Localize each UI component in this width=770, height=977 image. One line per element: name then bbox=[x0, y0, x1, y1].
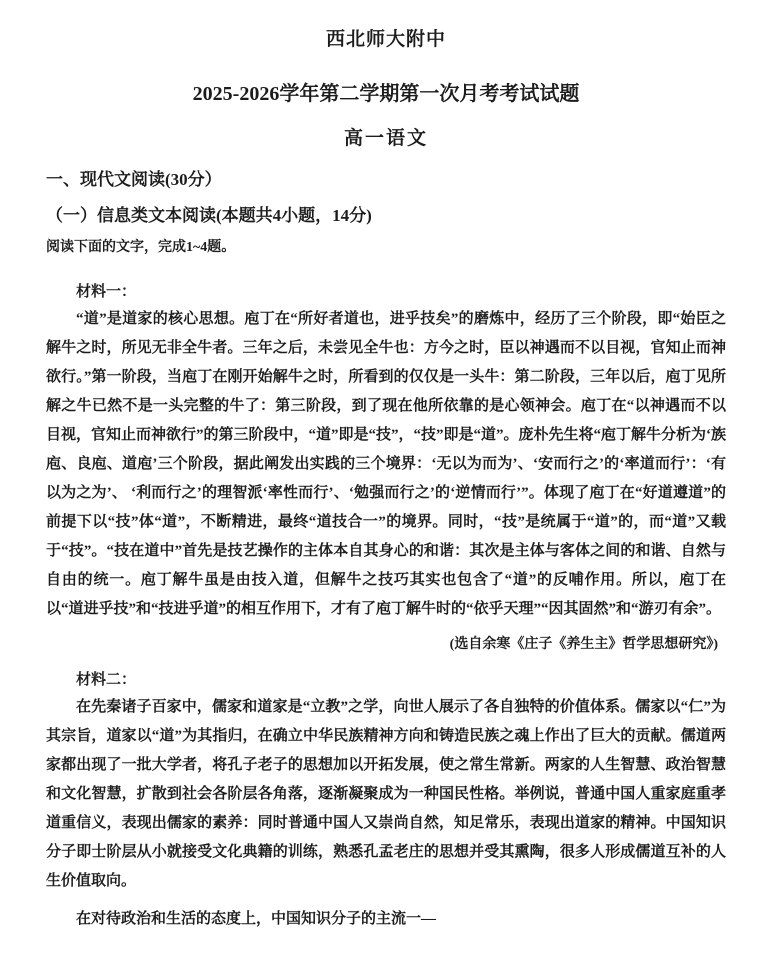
subject-title: 高一语文 bbox=[343, 128, 428, 149]
material-two-paragraph-one: 在先秦诸子百家中，儒家和道家是“立教”之学，向世人展示了各自独特的价值体系。儒家以“仁”为其宗旨，道家以“道”为其指归，在确立中华民族精神方向和铸造民族之魂上作出了巨大的贡献。儒道两家都出现了一批大学者，将孔子老子的思想加以开拓发展，使之常生常新。两家的人生智慧、政治智慧和文化智慧，扩散到社会各阶层各角落，逐渐凝聚成为一种国民性格。举例说，普通中国人重家庭重孝道重信义，表现出儒家的素养：同时普通中国人又崇尚自然，知足常乐，表现出道家的精神。中国知识分子即士阶层从小就接受文化典籍的训练，熟悉孔孟老庄的思想并受其熏陶，很多人形成儒道互补的人生价值取向。 bbox=[46, 699, 726, 889]
school-name-title: 西北师大附中 bbox=[325, 29, 446, 50]
subsection-heading-informational-reading: （一）信息类文本阅读(本题共4小题，14分) bbox=[46, 206, 372, 225]
material-two-paragraph-two: 在对待政治和生活的态度上，中国知识分子的主流一— bbox=[76, 911, 437, 927]
section-heading-modern-reading: 一、现代文阅读(30分） bbox=[46, 170, 222, 189]
material-two-label: 材料二： bbox=[76, 672, 137, 688]
material-one-label: 材料一： bbox=[76, 284, 137, 300]
material-one-paragraph: “道”是道家的核心思想。庖丁在“所好者道也，进乎技矣”的磨炼中，经历了三个阶段，即“始臣之解牛之时，所见无非全牛者。三年之后，未尝见全牛也：方今之时，臣以神遇而不以目视，官知止而神欲行。”第一阶段，当庖丁在刚开始解牛之时，所看到的仅仅是一头牛：第二阶段，三年以后，庖丁见所解之牛已然不是一头完整的牛了：第三阶段，到了现在他所依靠的是心领神会。庖丁在“以神遇而不以目视，官知止而神欲行”的第三阶段中，“道”即是“技”，“技”即是“道”。庞朴先生将“庖丁解牛分析为‘族庖、良庖、道庖’三个阶段，据此阐发出实践的三个境界：‘无以为而为’、‘安而行之’的‘率道而行’：‘有以为之为’、 ‘利而行之’的理智派‘率性而行’、‘勉强而行之’的‘逆情而行’”。体现了庖丁在“好道遵道”的前提下以“技”体“道”，不断精进，最终“道技合一”的境界。同时，“技”是统属于“道”的，而“道”又载于“技”。“技在道中”首先是技艺操作的主体本自其身心的和谐：其次是主体与客体之间的和谐、自然与自由的统一。庖丁解牛虽是由技入道，但解牛之技巧其实也包含了“道”的反哺作用。所以，庖丁在以“道进乎技”和“技进乎道”的相互作用下，才有了庖丁解牛时的“依乎天理”“因其固然”和“游刃有余”。 bbox=[46, 311, 726, 617]
reading-instruction: 阅读下面的文字，完成1~4题。 bbox=[46, 240, 236, 255]
exam-title: 2025-2026学年第二学期第一次月考考试试题 bbox=[192, 83, 580, 105]
material-one-attribution: (选自余寒《庄子《养生主》哲学思想研究》) bbox=[449, 637, 718, 652]
